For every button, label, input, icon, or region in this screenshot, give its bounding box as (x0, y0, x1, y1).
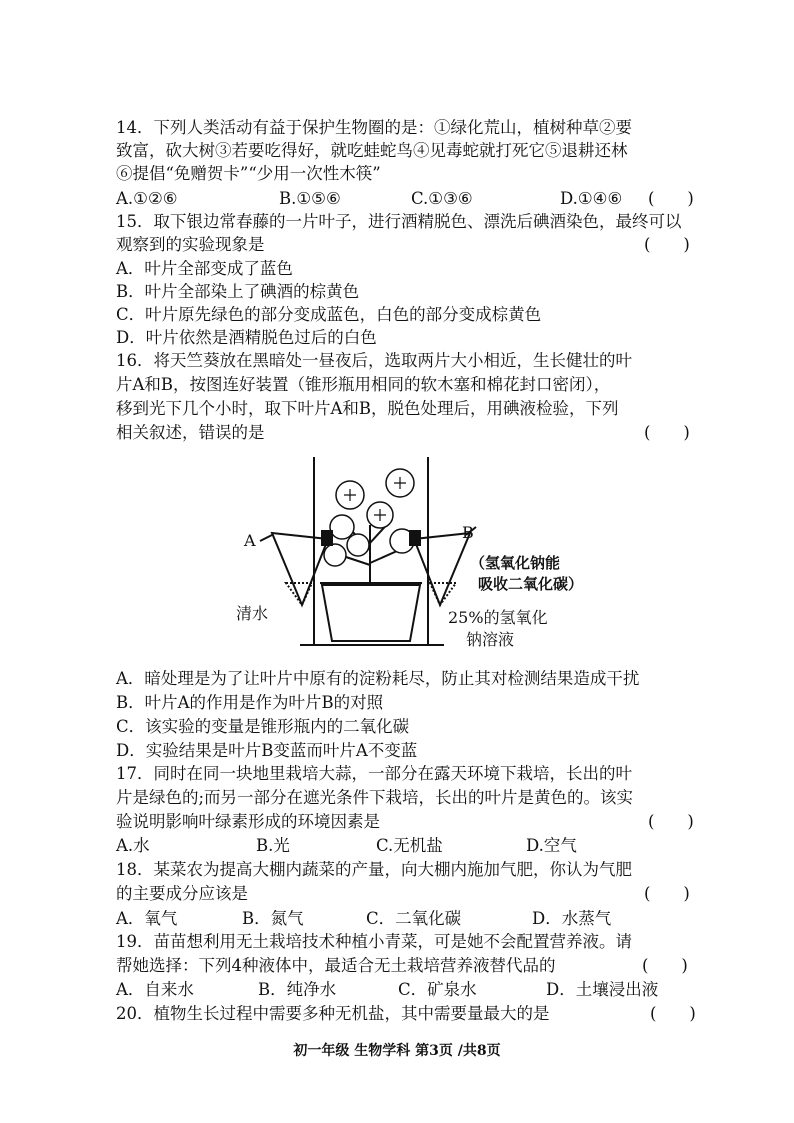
leaf-left (330, 515, 354, 539)
q16-line-2: 片A和B，按图连好装置（锥形瓶用相同的软木塞和棉花封口密闭）， (116, 375, 611, 394)
q18-option-a[interactable]: A．氧气 (116, 909, 178, 928)
flower-pot (322, 585, 420, 641)
q19-option-b[interactable]: B．纯净水 (258, 980, 337, 999)
q19-answer-blank[interactable]: ( ) (642, 956, 688, 975)
q15-option-d[interactable]: D．叶片依然是酒精脱色过后的白色 (116, 328, 377, 347)
q14-option-a[interactable]: A.①②⑥ (116, 189, 178, 208)
q17-line-3-text: 验说明影响叶绿素形成的环境因素是 (116, 812, 380, 831)
experiment-figure (230, 455, 590, 670)
q14-option-d[interactable]: D.①④⑥ (560, 189, 623, 208)
q16-option-c[interactable]: C．该实验的变量是锥形瓶内的二氧化碳 (116, 717, 410, 736)
q19-option-c[interactable]: C．矿泉水 (398, 980, 477, 999)
q18-option-b[interactable]: B．氮气 (242, 909, 304, 928)
q15-option-c[interactable]: C．叶片原先绿色的部分变成蓝色，白色的部分变成棕黄色 (116, 305, 542, 324)
flask-a (272, 533, 328, 605)
q14-answer-blank[interactable]: ( ) (648, 189, 694, 208)
q16-option-b[interactable]: B．叶片A的作用是作为叶片B的对照 (116, 693, 384, 712)
label-naoh-line-2: 钠溶液 (466, 630, 515, 649)
q17-option-b[interactable]: B.光 (256, 836, 290, 855)
flask-a-water (286, 583, 312, 605)
q16-line-1: 16．将天竺葵放在黑暗处一昼夜后，选取两片大小相近，生长健壮的叶 (116, 351, 632, 370)
q17-line-3 (116, 811, 716, 833)
q16-line-3: 移到光下几个小时，取下叶片A和B，脱色处理后，用碘液检验，下列 (116, 399, 619, 418)
q15-option-b[interactable]: B．叶片全部染上了碘酒的棕黄色 (116, 282, 360, 301)
q15-answer-blank[interactable]: ( ) (644, 235, 690, 254)
q14-option-b[interactable]: B.①⑤⑥ (279, 189, 341, 208)
q15-line-2 (116, 234, 716, 256)
q18-line-1: 18．某菜农为提高大棚内蔬菜的产量，向大棚内施加气肥，你认为气肥 (116, 860, 632, 879)
label-note-line-2: 吸收二氧化碳） (478, 575, 584, 593)
q16-option-a[interactable]: A．暗处理是为了让叶片中原有的淀粉耗尽，防止其对检测结果造成干扰 (116, 669, 640, 688)
q18-line-2 (116, 883, 716, 905)
q14-option-c[interactable]: C.①③⑥ (411, 189, 473, 208)
q20-answer-blank[interactable]: ( ) (650, 1004, 696, 1023)
page-footer: 初一年级 生物学科 第3页 /共8页 (293, 1043, 501, 1059)
q16-answer-blank[interactable]: ( ) (644, 423, 690, 442)
label-naoh-line-1: 25%的氢氧化 (448, 608, 548, 627)
q20-line-1 (116, 1003, 716, 1025)
q17-option-a[interactable]: A.水 (116, 836, 150, 855)
q16-line-4 (116, 422, 716, 444)
leaf-lower-left (324, 544, 346, 566)
label-water: 清水 (236, 604, 269, 623)
q18-line-2-text: 的主要成分应该是 (116, 884, 248, 903)
q19-line-2 (116, 955, 716, 977)
q19-line-2-text: 帮她选择：下列4种液体中，最适合无土栽培营养液替代品的 (116, 956, 556, 975)
q17-answer-blank[interactable]: ( ) (648, 812, 694, 831)
q14-line-1: 14．下列人类活动有益于保护生物圈的是：①绿化荒山，植树种草②要 (116, 118, 632, 137)
q19-option-d[interactable]: D．土壤浸出液 (546, 980, 659, 999)
q16-line-4-text: 相关叙述，错误的是 (116, 423, 265, 442)
flask-b-naoh (430, 583, 456, 605)
label-leaf-b: B (462, 523, 474, 542)
q17-option-d[interactable]: D.空气 (526, 836, 577, 855)
q15-option-a[interactable]: A．叶片全部变成了蓝色 (116, 259, 293, 278)
q17-option-c[interactable]: C.无机盐 (376, 836, 443, 855)
q15-line-2-text: 观察到的实验现象是 (116, 235, 265, 254)
q18-option-d[interactable]: D．水蒸气 (532, 909, 612, 928)
q20-line-1-text: 20．植物生长过程中需要多种无机盐，其中需要量最大的是 (116, 1004, 550, 1023)
q17-line-1: 17．同时在同一块地里栽培大蒜，一部分在露天环境下栽培，长出的叶 (116, 764, 632, 783)
leaf-lower-center (347, 534, 369, 556)
flask-a-stopper (322, 531, 332, 545)
q18-option-c[interactable]: C．二氧化碳 (366, 909, 462, 928)
label-note-line-1: （氢氧化钠能 (470, 554, 561, 572)
q16-option-d[interactable]: D．实验结果是叶片B变蓝而叶片A不变蓝 (116, 741, 418, 760)
q17-line-2: 片是绿色的;而另一部分在遮光条件下栽培，长出的叶片是黄色的。该实 (116, 788, 634, 807)
q15-line-1: 15．取下银边常春藤的一片叶子，进行酒精脱色、漂洗后碘酒染色，最终可以 (116, 212, 682, 231)
q19-option-a[interactable]: A．自来水 (116, 980, 194, 999)
q19-line-1: 19．苗苗想利用无土栽培技术种植小青菜，可是她不会配置营养液。请 (116, 932, 632, 951)
q14-line-3: ⑥提倡“免赠贺卡”“少用一次性木筷” (116, 164, 381, 183)
flask-b (414, 533, 470, 605)
label-leaf-a: A (244, 531, 256, 550)
q18-answer-blank[interactable]: ( ) (644, 884, 690, 903)
flask-b-stopper (410, 531, 420, 545)
q14-line-2: 致富，砍大树③若要吃得好，就吃蛙蛇鸟④见毒蛇就打死它⑤退耕还林 (116, 141, 628, 160)
